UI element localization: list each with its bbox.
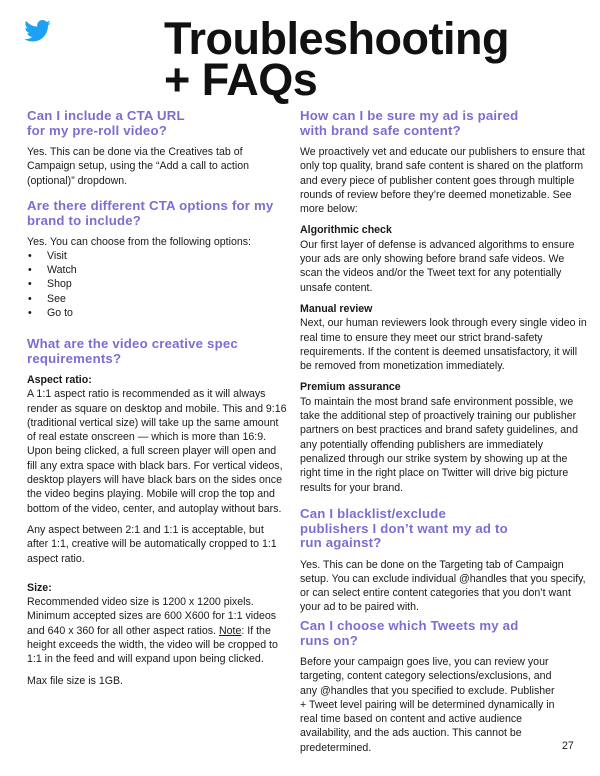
premium-assurance-body: To maintain the most brand safe environment possible, we take the additional step of proactively training our publisher partners on best practices and brand safety guidelines, and any potentially offending publishers are immediately penalized through our strike system by showing up at the right time in the right place on Twitter will drive big picture results for your brand. xyxy=(300,395,578,494)
faq-heading: How can I be sure my ad is paired with brand safe content? xyxy=(300,108,519,138)
faq-cta-options xyxy=(27,199,287,320)
faq-answer: Yes. This can be done via the Creatives tab of Campaign setup, using the “Add a call to action (optional)” dropdown. xyxy=(27,146,250,187)
faq-blacklist xyxy=(300,507,588,615)
list-item: • Go to xyxy=(27,306,287,320)
list-item: • See xyxy=(27,292,287,306)
faq-video-specs xyxy=(27,337,287,688)
size-label: Size: xyxy=(27,581,52,594)
faq-heading: Can I include a CTA URL for my pre-roll video? xyxy=(27,108,185,138)
faq-answer: Yes. This can be done on the Targeting tab of Campaign setup. You can exclude individual @handles that you specify, or can select entire content categories that you don’t want your ad to be paired with. xyxy=(300,558,586,614)
page-number: 27 xyxy=(562,740,574,752)
list-item: • Watch xyxy=(27,263,287,277)
aspect-ratio-body-2: Any aspect between 2:1 and 1:1 is acceptable, but after 1:1, creative will be automatically cropped to 1:1 aspect ratio. xyxy=(27,523,277,565)
manual-review-body: Next, our human reviewers look through every single video in real time to ensure they meet our strict brand-safety requirements. If the content is deemed unsatisfactory, it will be removed from monetization immediately. xyxy=(300,317,587,373)
faq-heading: Can I choose which Tweets my ad runs on? xyxy=(300,618,519,648)
faq-answer: We proactively vet and educate our publishers to ensure that only top quality, brand safe content is shared on the platform and every piece of publisher content goes through multiple rounds of review before they’re deemed monetizable. See more below: xyxy=(300,146,585,216)
algorithmic-check-label: Algorithmic check xyxy=(300,224,392,237)
twitter-bird-icon xyxy=(24,20,51,42)
list-item: • Visit xyxy=(27,249,287,263)
faq-brand-safety xyxy=(300,109,588,495)
max-file-size: Max file size is 1GB. xyxy=(27,674,123,687)
faq-heading: Can I blacklist/exclude publishers I don’t want my ad to run against? xyxy=(300,506,508,550)
title-line-1: Troubleshooting xyxy=(164,13,509,64)
faq-answer: Before your campaign goes live, you can review your targeting, content category selections/exclusions, and any @handles that you specified to exclude. Publisher + Tweet level pairing will be determined dynamically in real time based on content and active audience availability, and the ads auction. This cannot be predetermined. xyxy=(300,656,555,754)
faq-answer: Yes. You can choose from the following options: xyxy=(27,236,251,248)
cta-options-list xyxy=(27,249,287,319)
faq-cta-url xyxy=(27,109,287,188)
size-body: Recommended video size is 1200 x 1200 pixels. Minimum accepted sizes are 600 X600 for 1:1 videos and 640 x 360 for all other aspect ratios. Note: If the height exceeds the width, the video will be cropped to 1:1 in the feed and will expand upon being clicked. xyxy=(27,596,278,666)
page-title xyxy=(164,13,509,105)
premium-assurance-label: Premium assurance xyxy=(300,381,401,394)
aspect-ratio-body: A 1:1 aspect ratio is recommended as it will always render as square on desktop and mobile. This and 9:16 (traditional vertical size) will take up the same amount of real estate onscreen — which is more than 16:9. Upon being clicked, a full screen player will open and fill any extra space with black bars. For vertical videos, desktop players will have black bars on the sides once the video begins playing. Mobile will crop the top and bottom of the video, center, and autoplay without bars. xyxy=(27,388,287,515)
faq-choose-tweets xyxy=(300,619,588,755)
title-line-2: + FAQs xyxy=(164,54,318,105)
manual-review-label: Manual review xyxy=(300,302,373,315)
faq-heading: What are the video creative spec requirements? xyxy=(27,336,238,366)
aspect-ratio-label: Aspect ratio: xyxy=(27,374,92,386)
algorithmic-check-body: Our first layer of defense is advanced algorithms to ensure your ads are only showing before brand safe videos. We scan the videos and/or the Tweet text for any potentially unsafe content. xyxy=(300,238,575,294)
list-item: • Shop xyxy=(27,277,287,291)
faq-heading: Are there different CTA options for my brand to include? xyxy=(27,198,274,228)
